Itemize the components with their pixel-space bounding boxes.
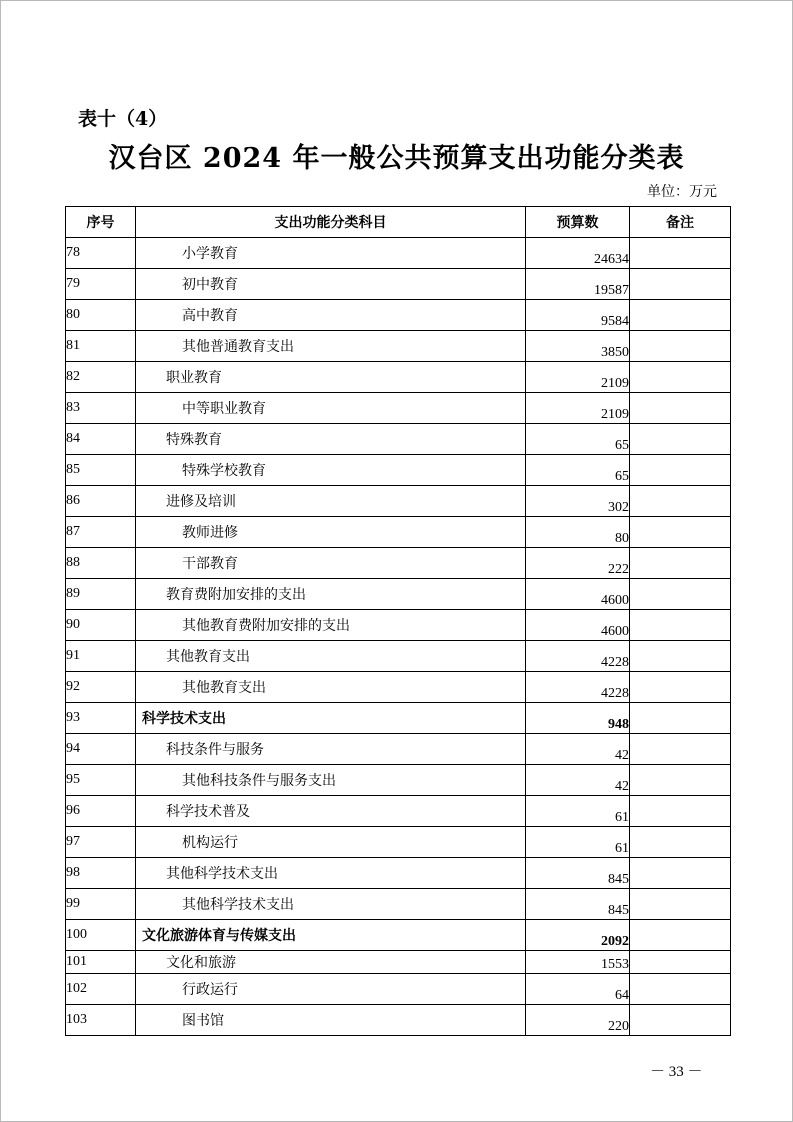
row-number: 98	[66, 858, 136, 889]
row-number: 85	[66, 455, 136, 486]
row-note	[630, 238, 731, 269]
header-name: 支出功能分类科目	[136, 207, 526, 238]
row-category-name: 教师进修	[136, 517, 526, 548]
row-budget-amount: 4600	[526, 610, 630, 641]
row-number: 83	[66, 393, 136, 424]
row-category-name: 其他科学技术支出	[136, 889, 526, 920]
header-amount: 预算数	[526, 207, 630, 238]
table-row	[66, 300, 731, 331]
row-budget-amount: 1553	[526, 951, 630, 974]
row-note	[630, 579, 731, 610]
row-number: 92	[66, 672, 136, 703]
header-note: 备注	[630, 207, 731, 238]
row-number: 90	[66, 610, 136, 641]
row-note	[630, 548, 731, 579]
row-number: 91	[66, 641, 136, 672]
row-budget-amount: 61	[526, 827, 630, 858]
table-row	[66, 393, 731, 424]
row-number: 82	[66, 362, 136, 393]
row-category-name: 文化和旅游	[136, 951, 526, 974]
row-note	[630, 672, 731, 703]
document-title: 汉台区 2024 年一般公共预算支出功能分类表	[108, 143, 685, 174]
table-row	[66, 486, 731, 517]
table-label: 表十（4）	[78, 108, 168, 130]
table-row	[66, 858, 731, 889]
row-budget-amount: 61	[526, 796, 630, 827]
row-note	[630, 300, 731, 331]
row-category-name: 小学教育	[136, 238, 526, 269]
row-number: 101	[66, 951, 136, 974]
row-note	[630, 765, 731, 796]
row-note	[630, 424, 731, 455]
row-number: 80	[66, 300, 136, 331]
unit-label: 单位：万元	[647, 184, 717, 200]
row-category-name: 进修及培训	[136, 486, 526, 517]
row-note	[630, 517, 731, 548]
row-budget-amount: 65	[526, 424, 630, 455]
row-note	[630, 393, 731, 424]
row-number: 86	[66, 486, 136, 517]
row-budget-amount: 64	[526, 974, 630, 1005]
table-row	[66, 579, 731, 610]
row-budget-amount: 845	[526, 889, 630, 920]
table-row	[66, 362, 731, 393]
row-budget-amount: 2109	[526, 362, 630, 393]
table-row	[66, 548, 731, 579]
row-category-name: 科学技术普及	[136, 796, 526, 827]
table-body	[66, 238, 731, 1036]
row-category-name: 其他教育支出	[136, 641, 526, 672]
row-budget-amount: 2092	[526, 920, 630, 951]
table-row	[66, 703, 731, 734]
row-note	[630, 827, 731, 858]
row-number: 84	[66, 424, 136, 455]
row-number: 87	[66, 517, 136, 548]
row-note	[630, 486, 731, 517]
row-note	[630, 796, 731, 827]
table-row	[66, 672, 731, 703]
budget-table	[65, 206, 731, 1036]
row-number: 78	[66, 238, 136, 269]
row-category-name: 特殊教育	[136, 424, 526, 455]
row-number: 97	[66, 827, 136, 858]
row-category-name: 中等职业教育	[136, 393, 526, 424]
table-row	[66, 827, 731, 858]
row-category-name: 高中教育	[136, 300, 526, 331]
table-row	[66, 238, 731, 269]
row-note	[630, 858, 731, 889]
row-category-name: 机构运行	[136, 827, 526, 858]
row-note	[630, 269, 731, 300]
row-budget-amount: 65	[526, 455, 630, 486]
row-number: 95	[66, 765, 136, 796]
row-note	[630, 455, 731, 486]
row-budget-amount: 80	[526, 517, 630, 548]
row-note	[630, 734, 731, 765]
table-row	[66, 331, 731, 362]
row-number: 89	[66, 579, 136, 610]
row-budget-amount: 19587	[526, 269, 630, 300]
table-row	[66, 455, 731, 486]
row-note	[630, 703, 731, 734]
row-budget-amount: 4228	[526, 641, 630, 672]
table-row	[66, 641, 731, 672]
row-number: 100	[66, 920, 136, 951]
row-number: 93	[66, 703, 136, 734]
row-note	[630, 362, 731, 393]
row-category-name: 其他普通教育支出	[136, 331, 526, 362]
row-budget-amount: 222	[526, 548, 630, 579]
row-category-name: 教育费附加安排的支出	[136, 579, 526, 610]
row-note	[630, 920, 731, 951]
header-no: 序号	[66, 207, 136, 238]
table-row	[66, 1005, 731, 1036]
row-budget-amount: 9584	[526, 300, 630, 331]
row-number: 99	[66, 889, 136, 920]
table-row	[66, 610, 731, 641]
row-category-name: 干部教育	[136, 548, 526, 579]
row-note	[630, 1005, 731, 1036]
row-budget-amount: 24634	[526, 238, 630, 269]
row-number: 79	[66, 269, 136, 300]
row-note	[630, 610, 731, 641]
row-budget-amount: 2109	[526, 393, 630, 424]
row-note	[630, 889, 731, 920]
table-header-row	[66, 207, 731, 238]
row-budget-amount: 42	[526, 765, 630, 796]
row-number: 102	[66, 974, 136, 1005]
row-category-name: 其他教育支出	[136, 672, 526, 703]
row-budget-amount: 4600	[526, 579, 630, 610]
row-number: 96	[66, 796, 136, 827]
row-number: 81	[66, 331, 136, 362]
table-row	[66, 951, 731, 974]
row-budget-amount: 3850	[526, 331, 630, 362]
row-category-name: 其他科技条件与服务支出	[136, 765, 526, 796]
row-budget-amount: 4228	[526, 672, 630, 703]
row-category-name: 其他科学技术支出	[136, 858, 526, 889]
row-category-name: 科技条件与服务	[136, 734, 526, 765]
row-budget-amount: 220	[526, 1005, 630, 1036]
row-number: 103	[66, 1005, 136, 1036]
table-row	[66, 734, 731, 765]
row-category-name: 图书馆	[136, 1005, 526, 1036]
row-note	[630, 951, 731, 974]
row-category-name: 初中教育	[136, 269, 526, 300]
table-row	[66, 517, 731, 548]
page-number: － 33 －	[650, 1064, 703, 1080]
row-note	[630, 331, 731, 362]
table-row	[66, 424, 731, 455]
table-row	[66, 796, 731, 827]
row-budget-amount: 948	[526, 703, 630, 734]
row-category-name: 行政运行	[136, 974, 526, 1005]
table-row	[66, 765, 731, 796]
row-budget-amount: 302	[526, 486, 630, 517]
table-row	[66, 920, 731, 951]
row-number: 88	[66, 548, 136, 579]
row-category-name: 职业教育	[136, 362, 526, 393]
row-category-name: 其他教育费附加安排的支出	[136, 610, 526, 641]
row-category-name: 文化旅游体育与传媒支出	[136, 920, 526, 951]
row-budget-amount: 42	[526, 734, 630, 765]
table-row	[66, 269, 731, 300]
row-note	[630, 974, 731, 1005]
table-row	[66, 974, 731, 1005]
table-row	[66, 889, 731, 920]
row-note	[630, 641, 731, 672]
row-category-name: 特殊学校教育	[136, 455, 526, 486]
row-number: 94	[66, 734, 136, 765]
row-budget-amount: 845	[526, 858, 630, 889]
row-category-name: 科学技术支出	[136, 703, 526, 734]
